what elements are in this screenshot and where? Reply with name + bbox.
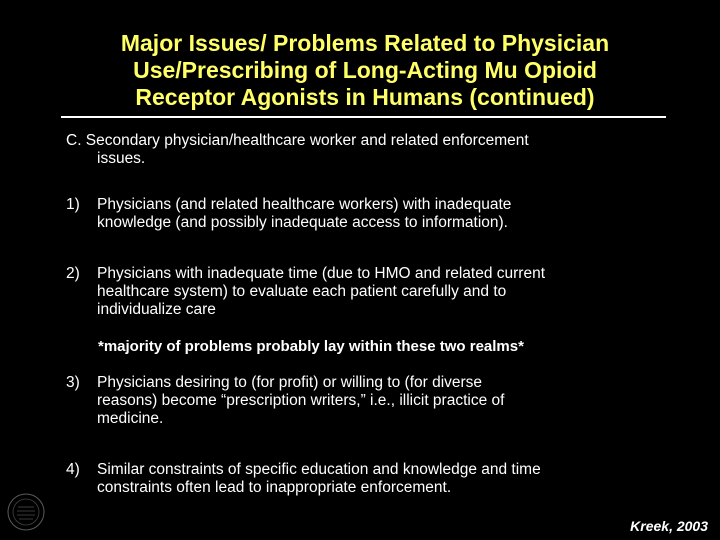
university-seal-icon — [6, 490, 46, 534]
list-item-line: individualize care — [97, 301, 216, 318]
slide-title — [40, 30, 690, 111]
list-item-text — [97, 374, 504, 428]
list-item-line: Physicians with inadequate time (due to HMO and related current — [97, 265, 546, 282]
citation: Kreek, 2003 — [630, 518, 708, 534]
item-number: 2) — [66, 265, 80, 282]
list-item-line: constraints often lead to inappropriate enforcement. — [97, 479, 452, 496]
slide-title-line: Receptor Agonists in Humans (continued) — [135, 84, 595, 110]
section-heading-line: issues. — [97, 150, 146, 167]
item-number: 1) — [66, 196, 80, 213]
item-number: 4) — [66, 461, 80, 478]
list-item-line: reasons) become “prescription writers,” i.e., illicit practice of — [97, 392, 505, 409]
list-item-line: healthcare system) to evaluate each patient carefully and to — [97, 283, 507, 300]
slide-title-line: Use/Prescribing of Long-Acting Mu Opioid — [133, 57, 597, 83]
list-item-text — [97, 461, 541, 497]
item-number: 3) — [66, 374, 80, 391]
list-item-line: Similar constraints of specific education and knowledge and time — [97, 461, 541, 478]
list-item-line: medicine. — [97, 410, 164, 427]
list-item-line: knowledge (and possibly inadequate access to information). — [97, 214, 508, 231]
section-heading-line: C. Secondary physician/healthcare worker and related enforcement — [66, 132, 529, 149]
section-heading — [66, 132, 529, 168]
list-item-line: Physicians desiring to (for profit) or willing to (for diverse — [97, 374, 483, 391]
title-divider — [61, 116, 666, 118]
list-item-text — [97, 196, 511, 232]
list-item-line: Physicians (and related healthcare workers) with inadequate — [97, 196, 512, 213]
list-item-text — [97, 265, 545, 319]
emphasis-note: *majority of problems probably lay within these two realms* — [98, 338, 524, 355]
slide-title-line: Major Issues/ Problems Related to Physician — [120, 30, 610, 56]
